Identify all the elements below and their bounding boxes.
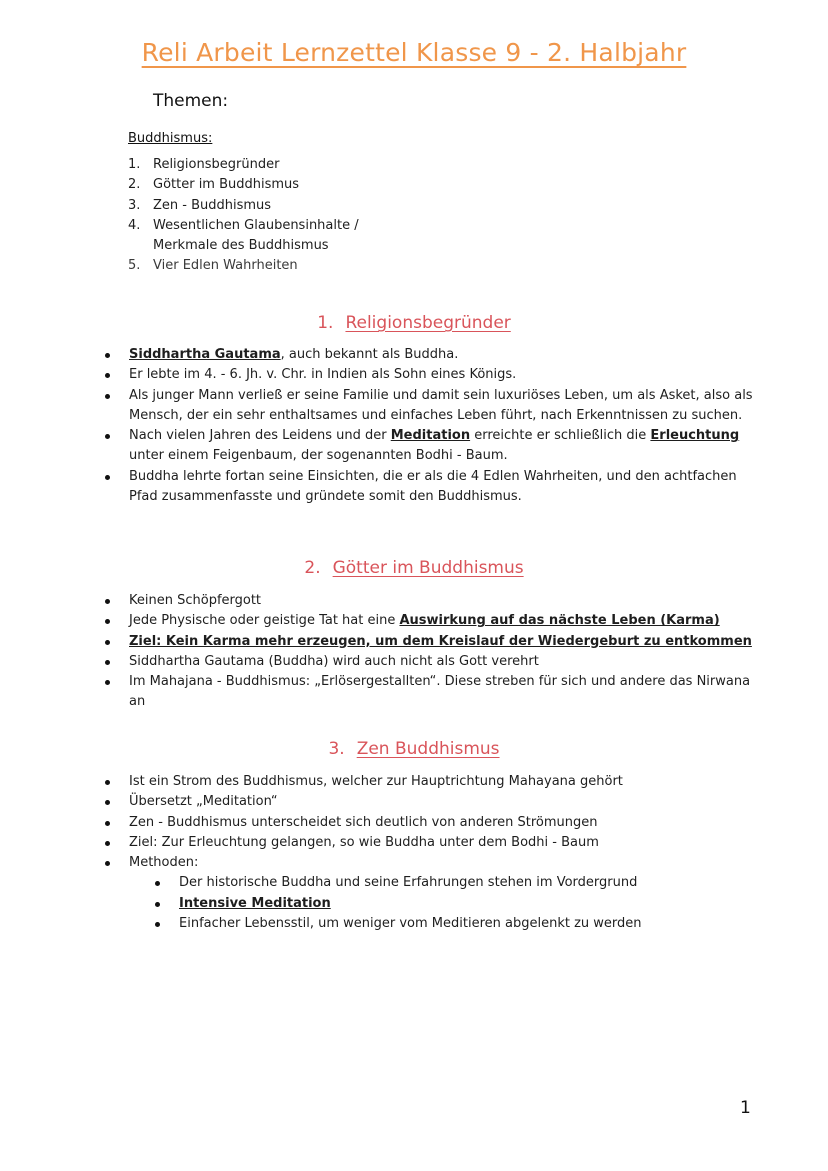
list-item: Er lebte im 4. - 6. Jh. v. Chr. in Indien als Sohn eines Königs. [104,365,754,385]
bullet-list [104,591,754,713]
toc-heading: Buddhismus: [128,131,213,146]
page-number: 1 [740,1098,751,1118]
list-item: Als junger Mann verließ er seine Familie und damit sein luxuriöses Leben, um als Asket, also als Mensch, der ein sehr enthaltsames und einfaches Leben führt, nach Erkenntnissen zu suchen. [104,386,754,427]
section-heading: 2. Götter im Buddhismus [304,558,524,578]
list-item: Im Mahajana - Buddhismus: „Erlösergestallten“. Diese streben für sich und andere das Nirwana an [104,672,754,713]
list-item: Ziel: Kein Karma mehr erzeugen, um dem Kreislauf der Wiedergeburt zu entkommen [104,632,754,652]
toc-item: 1. Religionsbegründer [128,157,280,172]
toc-item: 3. Zen - Buddhismus [128,197,272,213]
section-heading: 1. Religionsbegründer [317,313,511,333]
toc-list [128,155,359,277]
document-title: Reli Arbeit Lernzettel Klasse 9 - 2. Halbjahr [141,38,687,67]
toc-item: Merkmale des Buddhismus [153,238,329,254]
sub-list-item: Der historische Buddha und seine Erfahrungen stehen im Vordergrund [104,873,754,893]
toc-item: 2. Götter im Buddhismus [128,177,300,193]
list-item: Übersetzt „Meditation“ [104,792,754,812]
sub-list-item: Einfacher Lebensstil, um weniger vom Meditieren abgelenkt zu werden [104,914,754,934]
list-item: Jede Physische oder geistige Tat hat eine Auswirkung auf das nächste Leben (Karma) [104,611,754,631]
toc-item: 5. Vier Edlen Wahrheiten [128,258,298,274]
toc-item: 4. Wesentlichen Glaubensinhalte / [128,217,359,233]
bullet-list [104,345,754,507]
sub-list-item: Intensive Meditation [104,894,754,914]
list-item: Siddhartha Gautama, auch bekannt als Buddha. [104,345,754,365]
list-item: Methoden: [104,853,754,873]
list-item: Siddhartha Gautama (Buddha) wird auch nicht als Gott verehrt [104,652,754,672]
list-item: Ziel: Zur Erleuchtung gelangen, so wie Buddha unter dem Bodhi - Baum [104,833,754,853]
themen-label: Themen: [153,91,229,111]
bullet-list [104,772,754,934]
list-item: Buddha lehrte fortan seine Einsichten, die er als die 4 Edlen Wahrheiten, und den achtfachen Pfad zusammenfasste und gründete somit den Buddhismus. [104,467,754,508]
list-item: Ist ein Strom des Buddhismus, welcher zur Hauptrichtung Mahayana gehört [104,772,754,792]
list-item: Keinen Schöpfergott [104,591,754,611]
list-item: Nach vielen Jahren des Leidens und der Meditation erreichte er schließlich die Erleuchtung unter einem Feigenbaum, der sogenannten Bodhi - Baum. [104,426,754,467]
section-heading: 3. Zen Buddhismus [328,739,500,759]
list-item: Zen - Buddhismus unterscheidet sich deutlich von anderen Strömungen [104,813,754,833]
